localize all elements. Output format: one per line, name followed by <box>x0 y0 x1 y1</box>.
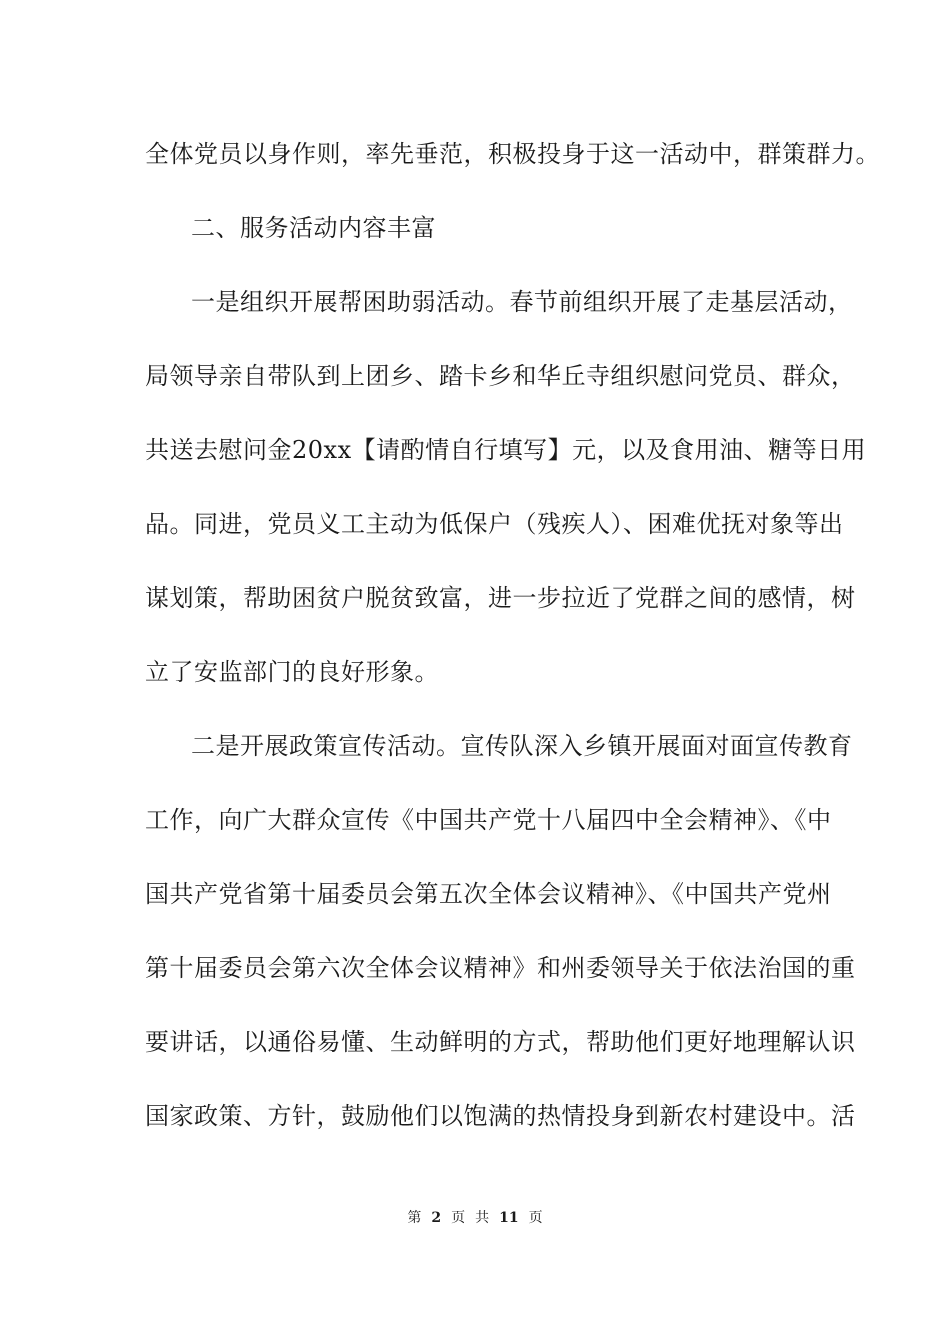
current-page-number: 2 <box>431 1210 442 1226</box>
paragraph-line: 国共产党省第十届委员会第五次全体会议精神》、《中国共产党州 <box>145 880 832 908</box>
paragraph-line: 工作，向广大群众宣传《中国共产党十八届四中全会精神》、《中 <box>145 806 832 834</box>
paragraph-line: 二是开展政策宣传活动。宣传队深入乡镇开展面对面宣传教育 <box>191 732 853 760</box>
page-footer <box>0 1208 950 1228</box>
paragraph-line: 立了安监部门的良好形象。 <box>145 658 439 686</box>
footer-total-word: 共 <box>475 1210 490 1226</box>
footer-page-word: 页 <box>451 1210 466 1226</box>
paragraph-line: 全体党员以身作则，率先垂范，积极投身于这一活动中，群策群力。 <box>145 140 880 168</box>
total-page-number: 11 <box>499 1210 519 1226</box>
paragraph-line: 品。同进，党员义工主动为低保户（残疾人）、困难优抚对象等出 <box>145 510 844 538</box>
footer-suffix: 页 <box>528 1210 543 1226</box>
paragraph-line: 一是组织开展帮困助弱活动。春节前组织开展了走基层活动， <box>191 288 853 316</box>
paragraph-line: 共送去慰问金20xx【请酌情自行填写】元，以及食用油、糖等日用 <box>145 436 867 464</box>
paragraph-line: 谋划策，帮助困贫户脱贫致富，进一步拉近了党群之间的感情，树 <box>145 584 856 612</box>
footer-prefix: 第 <box>407 1210 422 1226</box>
paragraph-line: 局领导亲自带队到上团乡、踏卡乡和华丘寺组织慰问党员、群众， <box>145 362 856 390</box>
paragraph-line: 第十届委员会第六次全体会议精神》和州委领导关于依法治国的重 <box>145 954 856 982</box>
section-heading: 二、服务活动内容丰富 <box>191 214 436 242</box>
paragraph-line: 要讲话，以通俗易懂、生动鲜明的方式，帮助他们更好地理解认识 <box>145 1028 856 1056</box>
paragraph-line: 国家政策、方针，鼓励他们以饱满的热情投身到新农村建设中。活 <box>145 1102 856 1130</box>
